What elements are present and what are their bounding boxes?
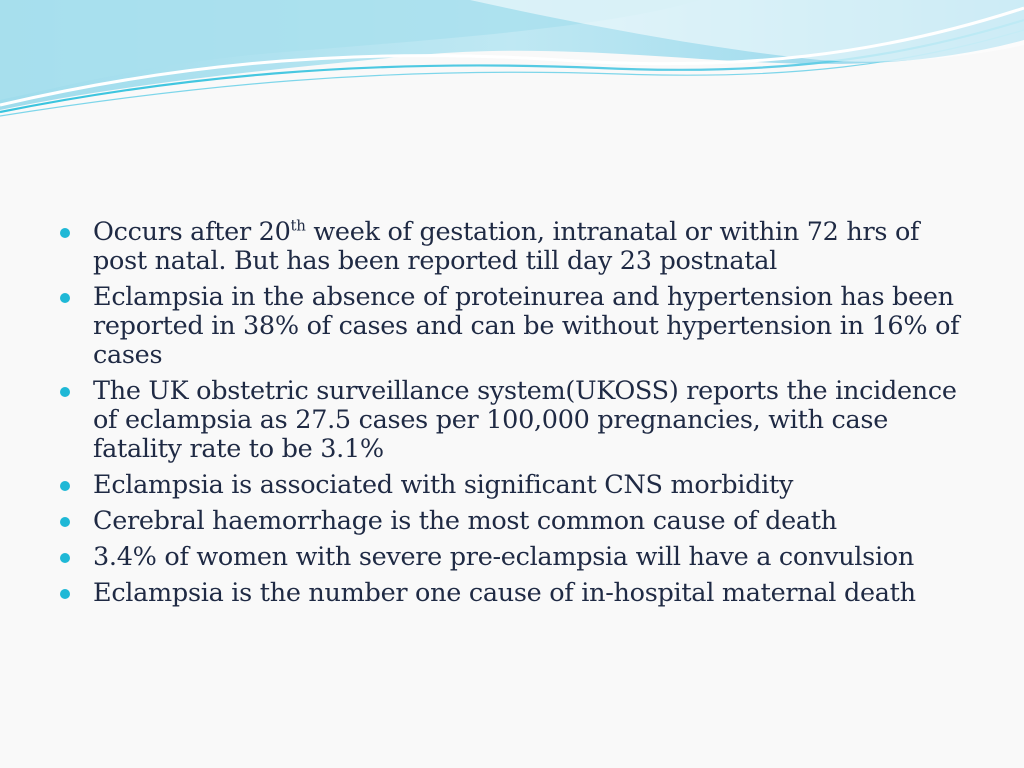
list-item xyxy=(58,471,978,500)
bullet-dot-icon xyxy=(60,553,70,563)
bullet-text: Occurs after 20th week of gestation, intranatal or within 72 hrs of post natal. But has been reported till day 23 postnatal xyxy=(93,216,920,276)
header-wave-decoration xyxy=(0,0,1024,130)
list-item xyxy=(58,283,978,370)
bullet-text: Eclampsia in the absence of proteinurea and hypertension has been reported in 38% of cases and can be without hypertension in 16% of cases xyxy=(93,282,960,370)
bullet-text: Eclampsia is associated with significant CNS morbidity xyxy=(93,470,794,500)
bullet-dot-icon xyxy=(60,589,70,599)
content-area xyxy=(58,218,978,615)
bullet-dot-icon xyxy=(60,228,70,238)
bullet-list xyxy=(58,218,978,608)
bullet-text: The UK obstetric surveillance system(UKOSS) reports the incidence of eclampsia as 27.5 cases per 100,000 pregnancies, with case fatality rate to be 3.1% xyxy=(93,376,957,464)
bullet-dot-icon xyxy=(60,293,70,303)
bullet-text: 3.4% of women with severe pre-eclampsia will have a convulsion xyxy=(93,542,914,572)
bullet-dot-icon xyxy=(60,517,70,527)
bullet-text: Eclampsia is the number one cause of in-hospital maternal death xyxy=(93,578,916,608)
bullet-dot-icon xyxy=(60,387,70,397)
list-item xyxy=(58,579,978,608)
list-item xyxy=(58,507,978,536)
bullet-text: Cerebral haemorrhage is the most common cause of death xyxy=(93,506,837,536)
list-item xyxy=(58,377,978,464)
list-item xyxy=(58,543,978,572)
bullet-dot-icon xyxy=(60,481,70,491)
list-item xyxy=(58,218,978,276)
